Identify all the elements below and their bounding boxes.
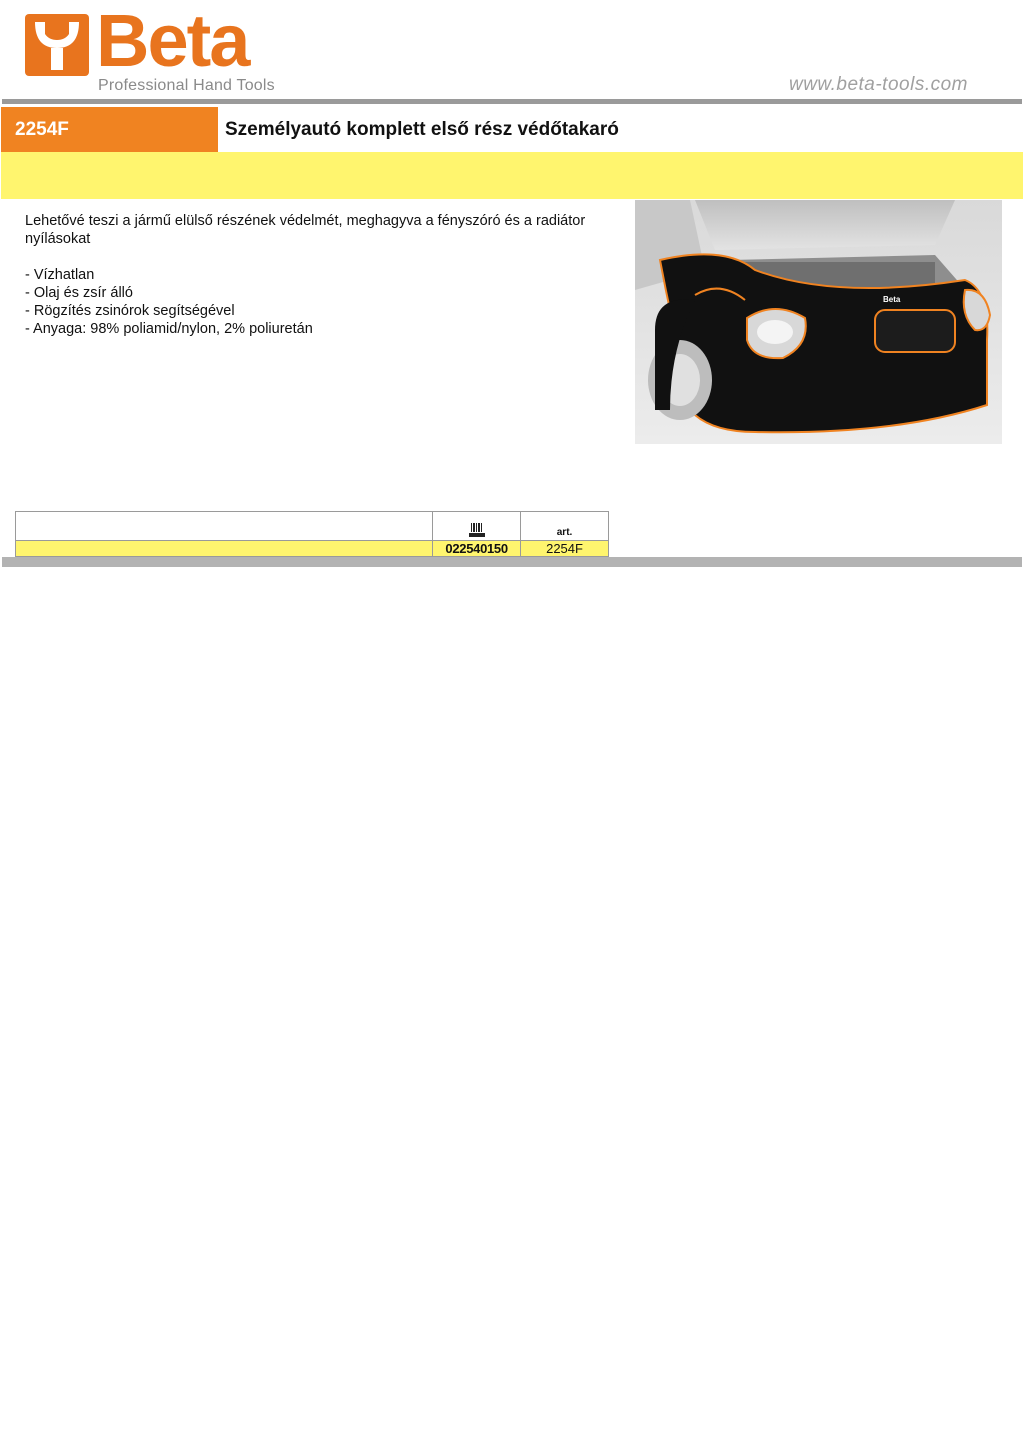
brand-tagline: Professional Hand Tools xyxy=(98,77,275,94)
photo-brand-label: Beta xyxy=(883,295,901,304)
table-cell-empty xyxy=(16,541,433,557)
table-row xyxy=(16,541,609,557)
highlight-band xyxy=(1,152,1023,199)
article-table xyxy=(15,511,609,557)
description-text: Lehetővé teszi a jármű elülső részének védelmét, meghagyva a fényszóró és a radiátor nyílásokat xyxy=(25,213,586,247)
product-title: Személyautó komplett első rész védőtakaró xyxy=(225,119,619,140)
feature-item: - Anyaga: 98% poliamid/nylon, 2% poliuretán xyxy=(25,321,313,337)
feature-item: - Rögzítés zsinórok segítségével xyxy=(25,303,235,319)
website-link[interactable]: www.beta-tools.com xyxy=(788,74,968,95)
feature-item: - Vízhatlan xyxy=(25,267,95,283)
table-header-barcode xyxy=(433,512,521,541)
art-code-cell: 2254F xyxy=(521,541,609,557)
ean-code-cell: 022540150 xyxy=(433,541,521,557)
product-code: 2254F xyxy=(1,107,218,152)
feature-item: - Olaj és zsír álló xyxy=(25,285,133,301)
brand-logo-text: Beta xyxy=(96,0,249,82)
art-header-label: art. xyxy=(556,527,573,538)
product-description xyxy=(25,212,615,338)
footer-divider xyxy=(2,557,1022,567)
barcode-icon xyxy=(469,523,485,537)
page-header xyxy=(0,0,1024,100)
feature-list xyxy=(25,266,615,338)
table-header-row xyxy=(16,512,609,541)
product-title-bar xyxy=(1,107,1023,152)
product-photo xyxy=(635,200,1002,444)
table-header-art xyxy=(521,512,609,541)
beta-wrench-logo-icon xyxy=(25,14,89,76)
header-divider xyxy=(2,99,1022,104)
table-header-empty xyxy=(16,512,433,541)
